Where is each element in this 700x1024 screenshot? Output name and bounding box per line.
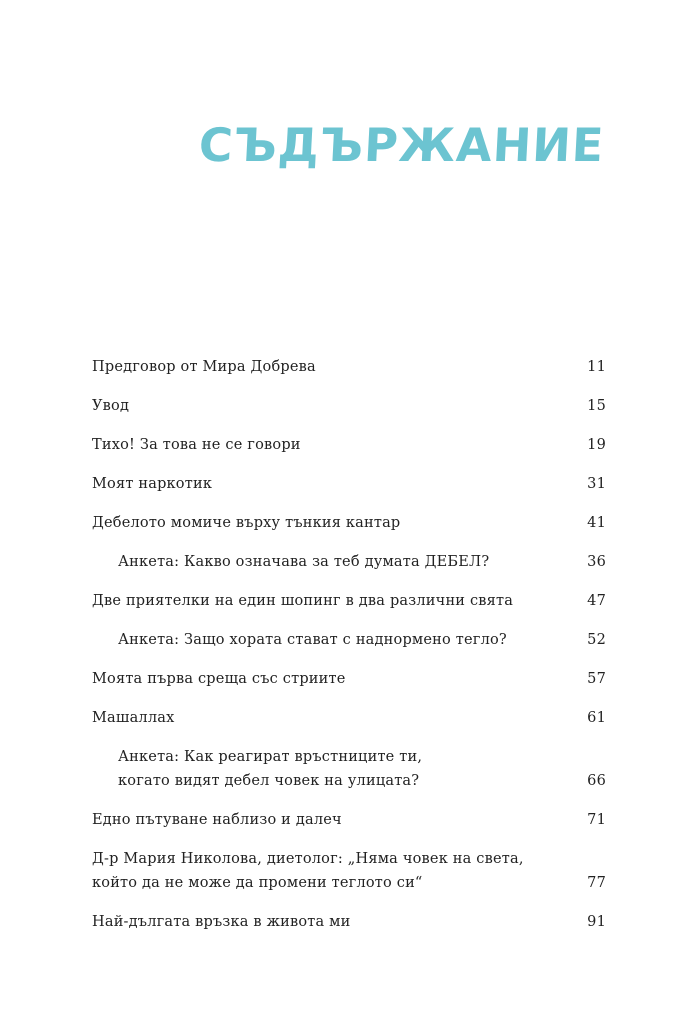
- toc-page-number: 77: [587, 875, 606, 891]
- toc-entry-line: Увод: [92, 398, 130, 414]
- toc-entry-line: Моят наркотик: [92, 476, 213, 492]
- toc-entry-line: Д-р Мария Николова, диетолог: „Няма човек на света,: [92, 851, 524, 867]
- toc-entry-title: [92, 808, 576, 832]
- toc-entry: [92, 574, 606, 613]
- toc-entry-title: [92, 628, 576, 652]
- toc-entry-title: [92, 433, 576, 457]
- toc-page-number: 31: [587, 476, 606, 492]
- toc-entry-title: [92, 589, 576, 613]
- toc-entry-line: Машаллах: [92, 710, 175, 726]
- toc-entry-title: [92, 472, 576, 496]
- toc-entry: [92, 652, 606, 691]
- table-of-contents: [92, 340, 606, 934]
- toc-subentry: [92, 535, 606, 574]
- page-title: СЪДЪРЖАНИЕ: [197, 118, 606, 172]
- toc-page-number: 57: [587, 671, 606, 687]
- toc-entry: [92, 379, 606, 418]
- toc-entry: [92, 832, 606, 895]
- toc-page-number: 19: [587, 437, 606, 453]
- toc-entry-title: [92, 511, 576, 535]
- toc-entry-line: Тихо! За това не се говори: [92, 437, 301, 453]
- toc-page-number: 52: [587, 632, 606, 648]
- toc-subentry: [92, 730, 606, 793]
- toc-entry-title: [92, 910, 576, 934]
- toc-entry: [92, 457, 606, 496]
- toc-subentry: [92, 613, 606, 652]
- toc-entry-title: [92, 394, 576, 418]
- toc-page-number: 47: [587, 593, 606, 609]
- toc-page-number: 15: [587, 398, 606, 414]
- toc-entry-line: Дебелото момиче върху тънкия кантар: [92, 515, 401, 531]
- toc-entry-line: Анкета: Защо хората стават с наднормено тегло?: [118, 632, 507, 648]
- toc-page-number: 61: [587, 710, 606, 726]
- toc-entry-line: Едно пътуване наблизо и далеч: [92, 812, 342, 828]
- toc-entry-line: Анкета: Какво означава за теб думата ДЕБЕЛ?: [118, 554, 490, 570]
- toc-entry-line: Две приятелки на един шопинг в два различни свята: [92, 593, 514, 609]
- toc-entry: [92, 496, 606, 535]
- toc-page-number: 71: [587, 812, 606, 828]
- toc-entry-title: [92, 706, 576, 730]
- toc-entry-line: Предговор от Мира Добрева: [92, 359, 316, 375]
- toc-entry-title: [92, 667, 576, 691]
- toc-entry: [92, 895, 606, 934]
- toc-page-number: 41: [587, 515, 606, 531]
- toc-entry-title: [92, 355, 576, 379]
- toc-entry-title: [92, 847, 576, 895]
- toc-page-number: 36: [587, 554, 606, 570]
- toc-entry: [92, 793, 606, 832]
- toc-entry-title: [92, 550, 576, 574]
- toc-entry-line: когато видят дебел човек на улицата?: [118, 773, 420, 789]
- toc-entry: [92, 418, 606, 457]
- toc-entry: [92, 691, 606, 730]
- toc-entry: [92, 340, 606, 379]
- toc-entry-line: Анкета: Как реагират връстниците ти,: [118, 749, 423, 765]
- toc-entry-line: Моята първа среща със стриите: [92, 671, 346, 687]
- toc-entry-line: който да не може да промени теглото си“: [92, 875, 423, 891]
- toc-page-number: 11: [587, 359, 606, 375]
- toc-page-number: 66: [587, 773, 606, 789]
- toc-entry-title: [92, 745, 576, 793]
- toc-page-number: 91: [587, 914, 606, 930]
- toc-entry-line: Най-дългата връзка в живота ми: [92, 914, 351, 930]
